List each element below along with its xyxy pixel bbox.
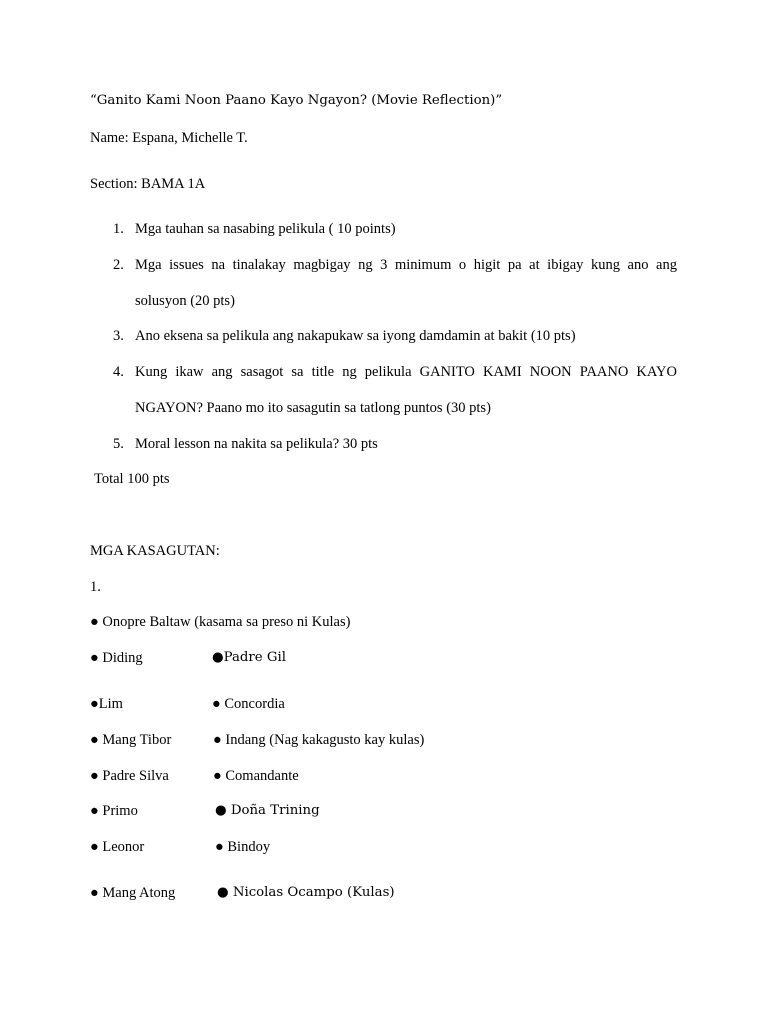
character-item: ● Padre Silva	[90, 768, 169, 784]
question-number: 5.	[113, 436, 124, 452]
student-name: Name: Espana, Michelle T.	[90, 130, 248, 146]
character-item: ● Mang Atong	[90, 885, 176, 901]
question-text: Kung ikaw ang sasagot sa title ng pelikula GANITO KAMI NOON PAANO KAYO	[135, 364, 677, 380]
character-item: ● Concordia	[212, 696, 285, 712]
character-item: ● Comandante	[213, 768, 299, 784]
question-text: Mga tauhan sa nasabing pelikula ( 10 points)	[135, 221, 396, 237]
character-item: ● Diding	[90, 650, 143, 666]
character-item: ● Onopre Baltaw (kasama sa preso ni Kulas)	[90, 614, 351, 630]
character-item: ● Indang (Nag kakagusto kay kulas)	[213, 732, 425, 748]
question-number: 2.	[113, 257, 124, 273]
answer-number: 1.	[90, 579, 101, 595]
question-number: 1.	[113, 221, 124, 237]
character-item: ● Leonor	[90, 839, 145, 855]
character-item: ● Mang Tibor	[90, 732, 172, 748]
question-text: Ano eksena sa pelikula ang nakapukaw sa iyong damdamin at bakit (10 pts)	[135, 328, 576, 344]
student-section: Section: BAMA 1A	[90, 176, 206, 192]
character-item: ● Nicolas Ocampo (Kulas)	[217, 885, 395, 900]
question-number: 3.	[113, 328, 124, 344]
question-text: Moral lesson na nakita sa pelikula? 30 pts	[135, 436, 378, 452]
answers-heading: MGA KASAGUTAN:	[90, 543, 220, 559]
question-text: Mga issues na tinalakay magbigay ng 3 minimum o higit pa at ibigay kung ano ang	[135, 257, 677, 273]
character-item: ● Doña Trining	[215, 803, 320, 818]
total-points: Total 100 pts	[94, 471, 170, 487]
question-number: 4.	[113, 364, 124, 380]
character-item: ● Primo	[90, 803, 138, 819]
character-item: ●Padre Gil	[212, 650, 286, 665]
question-text-continued: solusyon (20 pts)	[135, 293, 235, 309]
character-item: ● Bindoy	[215, 839, 271, 855]
character-item: ●Lim	[90, 696, 123, 712]
document-title: “Ganito Kami Noon Paano Kayo Ngayon? (Movie Reflection)”	[90, 93, 503, 108]
question-text-continued: NGAYON? Paano mo ito sasagutin sa tatlong puntos (30 pts)	[135, 400, 491, 416]
